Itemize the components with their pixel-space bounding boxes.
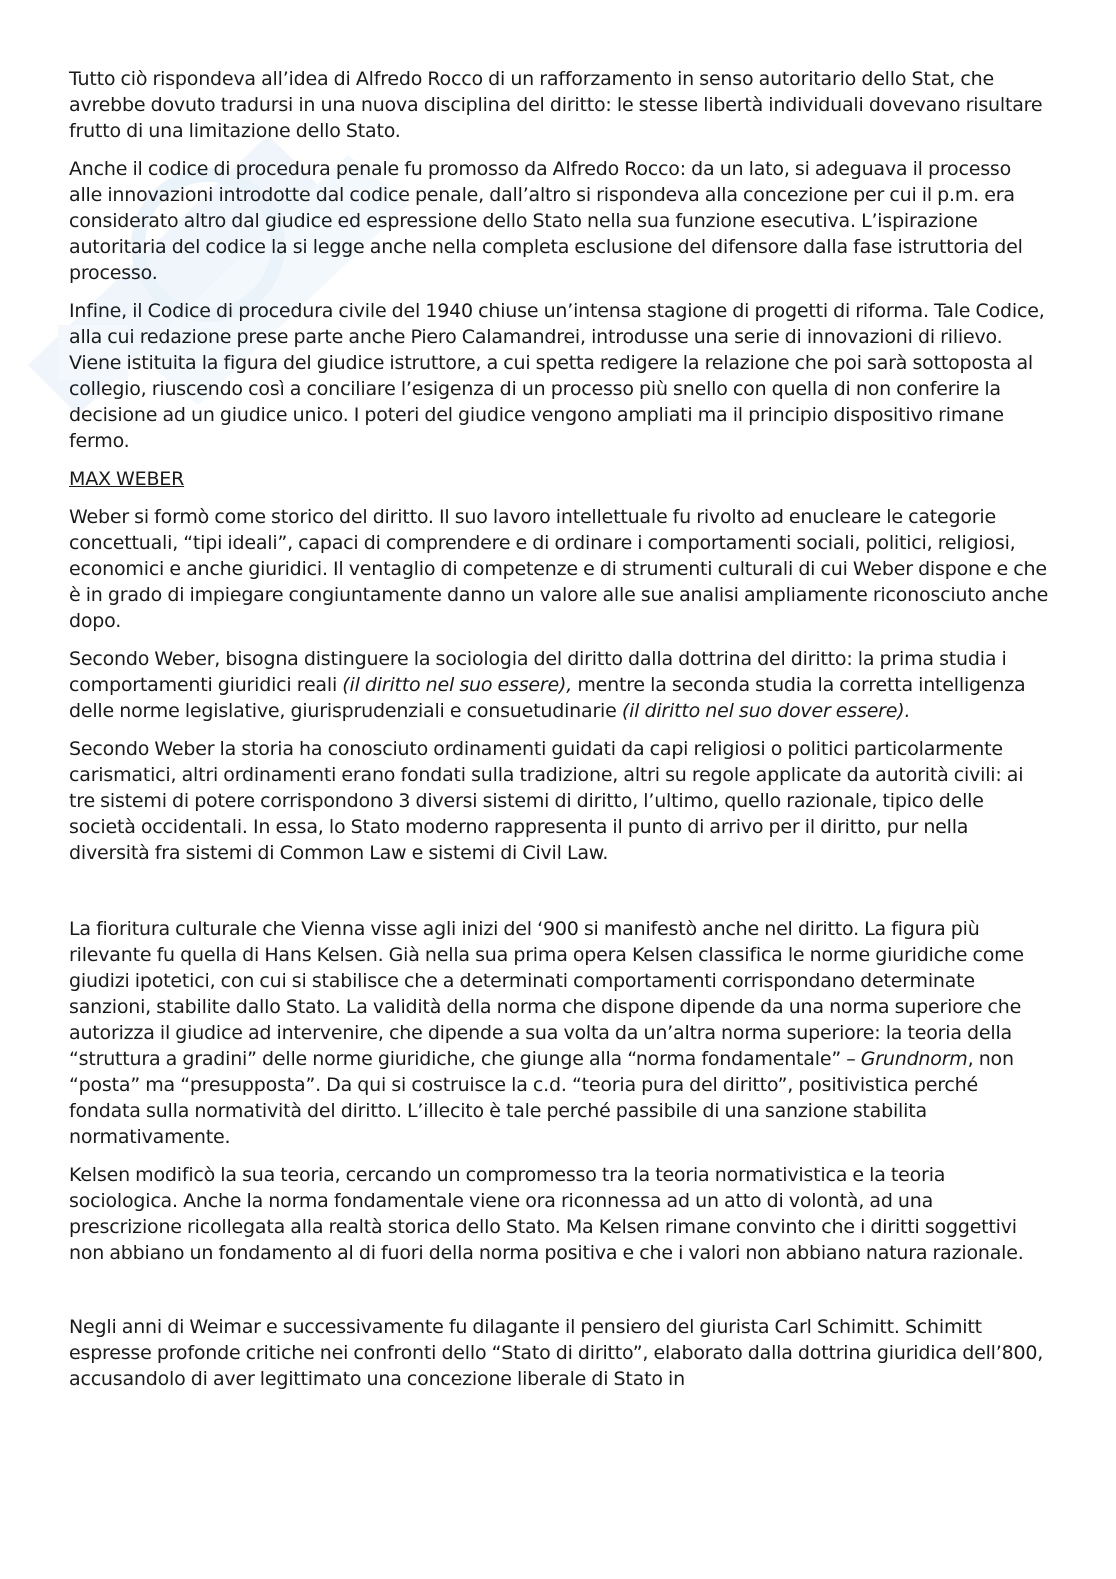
italic-text-run: (il diritto nel suo essere), <box>342 674 573 696</box>
paragraph-civil-procedure-code: Infine, il Codice di procedura civile del 1940 chiuse un’intensa stagione di progetti di riforma. Tale Codice, alla cui redazione prese parte anche Piero Calamandrei, introdusse una serie di innovazioni di rilievo. Viene istituita la figura del giudice istruttore, a cui spetta redigere la relazione che poi sarà sottoposta al collegio, riuscendo così a conciliare l’esigenza di un processo più snello con quella di non conferire la decisione ad un giudice unico. I poteri del giudice vengono ampliati ma il principio dispositivo rimane fermo. <box>69 300 1045 452</box>
text-run: Secondo Weber, bisogna distinguere la sociologia del diritto dalla dottrina del diritto: la prima studia i comportamenti giuridici reali <box>69 648 1007 696</box>
paragraph-kelsen-modified: Kelsen modificò la sua teoria, cercando un compromesso tra la teoria normativistica e la teoria sociologica. Anche la norma fondamentale viene ora riconnessa ad un atto di volontà, ad una prescrizione ricollegata alla realtà storica dello Stato. Ma Kelsen rimane convinto che i diritti soggettivi non abbiano un fondamento al di fuori della norma positiva e che i valori non abbiano natura razionale. <box>69 1164 1024 1264</box>
paragraph-kelsen-vienna <box>69 916 1049 1150</box>
text-run: mentre la seconda studia la corretta intelligenza delle norme legislative, giurisprudenziali e consuetudinarie <box>69 674 1026 722</box>
paragraph-weber-sociology <box>69 646 1049 724</box>
paragraph-criminal-procedure-code: Anche il codice di procedura penale fu promosso da Alfredo Rocco: da un lato, si adeguava il processo alle innovazioni introdotte dal codice penale, dall’altro si rispondeva alla concezione per cui il p.m. era considerato altro dal giudice ed espressione dello Stato nella sua funzione esecutiva. L’ispirazione autoritaria del codice la si legge anche nella completa esclusione del difensore dalla fase istruttoria del processo. <box>69 158 1023 284</box>
text-run: , non “posta” ma “presupposta”. Da qui si costruisce la c.d. “teoria pura del diritto”, positivistica perché fondata sulla normatività del diritto. L’illecito è tale perché passibile di una sanzione stabilita normativamente. <box>69 1048 1014 1148</box>
italic-text-run: (il diritto nel suo dover essere). <box>621 700 911 722</box>
paragraph-weber-intro: Weber si formò come storico del diritto. Il suo lavoro intellettuale fu rivolto ad enucleare le categorie concettuali, “tipi ideali”, capaci di comprendere e di ordinare i comportamenti sociali, politici, religiosi, economici e anche giuridici. Il ventaglio di competenze e di strumenti culturali di cui Weber dispone e che è in grado di impiegare congiuntamente danno un valore alle sue analisi ampliamente riconosciuto anche dopo. <box>69 506 1049 632</box>
paragraph-schmitt-weimar: Negli anni di Weimar e successivamente fu dilagante il pensiero del giurista Carl Schimitt. Schimitt espresse profonde critiche nei confronti dello “Stato di diritto”, elaborato dalla dottrina giuridica dell’800, accusandolo di aver legittimato una concezione liberale di Stato in <box>69 1316 1044 1390</box>
document-page <box>69 66 1049 1404</box>
text-run: La fioritura culturale che Vienna visse agli inizi del ‘900 si manifestò anche nel diritto. La figura più rilevante fu quella di Hans Kelsen. Già nella sua prima opera Kelsen classifica le norme giuridiche come giudizi ipotetici, con cui si stabilisce che a determinati comportamenti corrispondano determinate sanzioni, stabilite dallo Stato. La validità della norma che dispone dipende da una norma superiore che autorizza il giudice ad intervenire, che dipende a sua volta da un’altra norma superiore: la teoria della “struttura a gradini” delle norme giuridiche, che giunge alla “norma fondamentale” – <box>69 918 1024 1070</box>
section-heading-max-weber: MAX WEBER <box>69 468 185 490</box>
paragraph-weber-history: Secondo Weber la storia ha conosciuto ordinamenti guidati da capi religiosi o politici particolarmente carismatici, altri ordinamenti erano fondati sulla tradizione, altri su regole applicate da autorità civili: ai tre sistemi di potere corrispondono 3 diversi sistemi di diritto, l’ultimo, quello razionale, tipico delle società occidentali. In essa, lo Stato moderno rappresenta il punto di arrivo per il diritto, pur nella diversità fra sistemi di Common Law e sistemi di Civil Law. <box>69 738 1024 864</box>
italic-text-run: Grundnorm <box>860 1048 968 1070</box>
paragraph-rocco-authoritarian: Tutto ciò rispondeva all’idea di Alfredo Rocco di un rafforzamento in senso autoritario dello Stat, che avrebbe dovuto tradursi in una nuova disciplina del diritto: le stesse libertà individuali dovevano risultare frutto di una limitazione dello Stato. <box>69 68 1043 142</box>
